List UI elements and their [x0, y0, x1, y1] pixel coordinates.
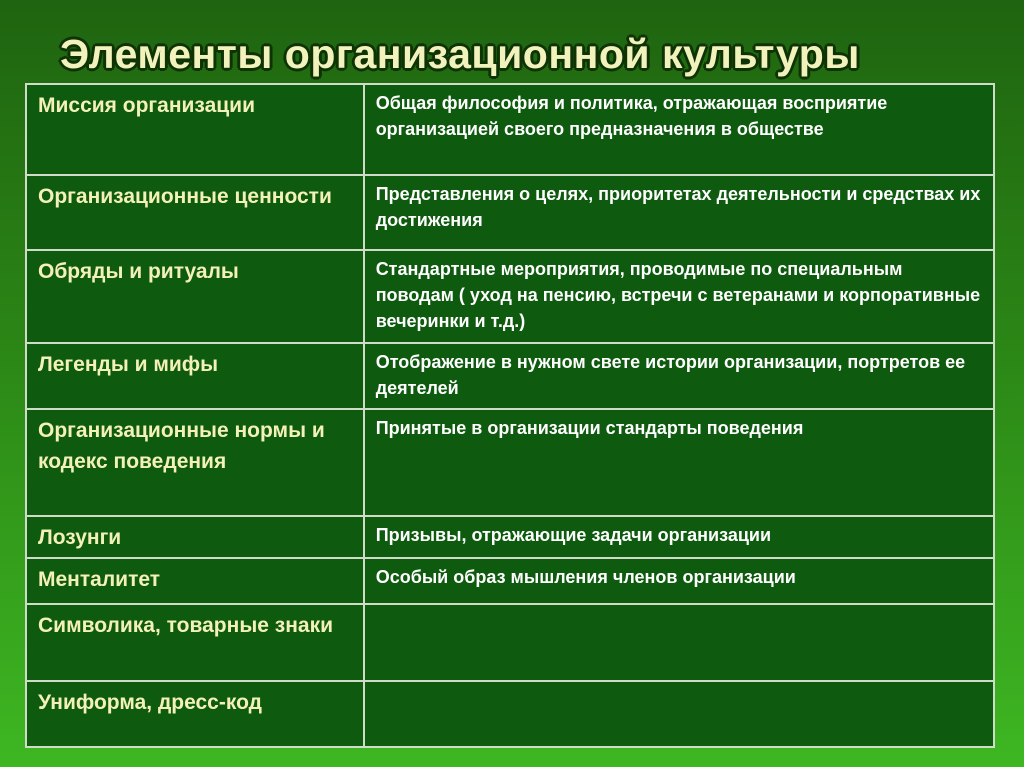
description-cell: Общая философия и политика, отражающая восприятие организацией своего предназначения в обществе: [364, 84, 994, 175]
table-row: [26, 250, 994, 343]
table-row: [26, 558, 994, 604]
description-cell-empty: [364, 604, 994, 680]
element-cell: Обряды и ритуалы: [26, 250, 364, 343]
element-cell: Символика, товарные знаки: [26, 604, 364, 680]
slide-title: Элементы организационной культуры: [60, 31, 860, 77]
description-cell: Особый образ мышления членов организации: [364, 558, 994, 604]
element-cell: Лозунги: [26, 516, 364, 558]
table-row: [26, 409, 994, 515]
element-cell: Легенды и мифы: [26, 343, 364, 409]
table-row: [26, 681, 994, 747]
table-row: [26, 604, 994, 680]
culture-elements-table: [25, 83, 995, 748]
description-cell: Стандартные мероприятия, проводимые по специальным поводам ( уход на пенсию, встречи с ветеранами и корпоративные вечеринки и т.д.): [364, 250, 994, 343]
element-cell: Миссия организации: [26, 84, 364, 175]
description-cell: Представления о целях, приоритетах деятельности и средствах их достижения: [364, 175, 994, 249]
table-row: [26, 343, 994, 409]
description-cell: Принятые в организации стандарты поведения: [364, 409, 994, 515]
element-cell: Организационные нормы и кодекс поведения: [26, 409, 364, 515]
table-row: [26, 175, 994, 249]
table-row: [26, 516, 994, 558]
element-cell: Менталитет: [26, 558, 364, 604]
table-row: [26, 84, 994, 175]
description-cell-empty: [364, 681, 994, 747]
element-cell: Униформа, дресс-код: [26, 681, 364, 747]
description-cell: Отображение в нужном свете истории организации, портретов ее деятелей: [364, 343, 994, 409]
description-cell: Призывы, отражающие задачи организации: [364, 516, 994, 558]
element-cell: Организационные ценности: [26, 175, 364, 249]
